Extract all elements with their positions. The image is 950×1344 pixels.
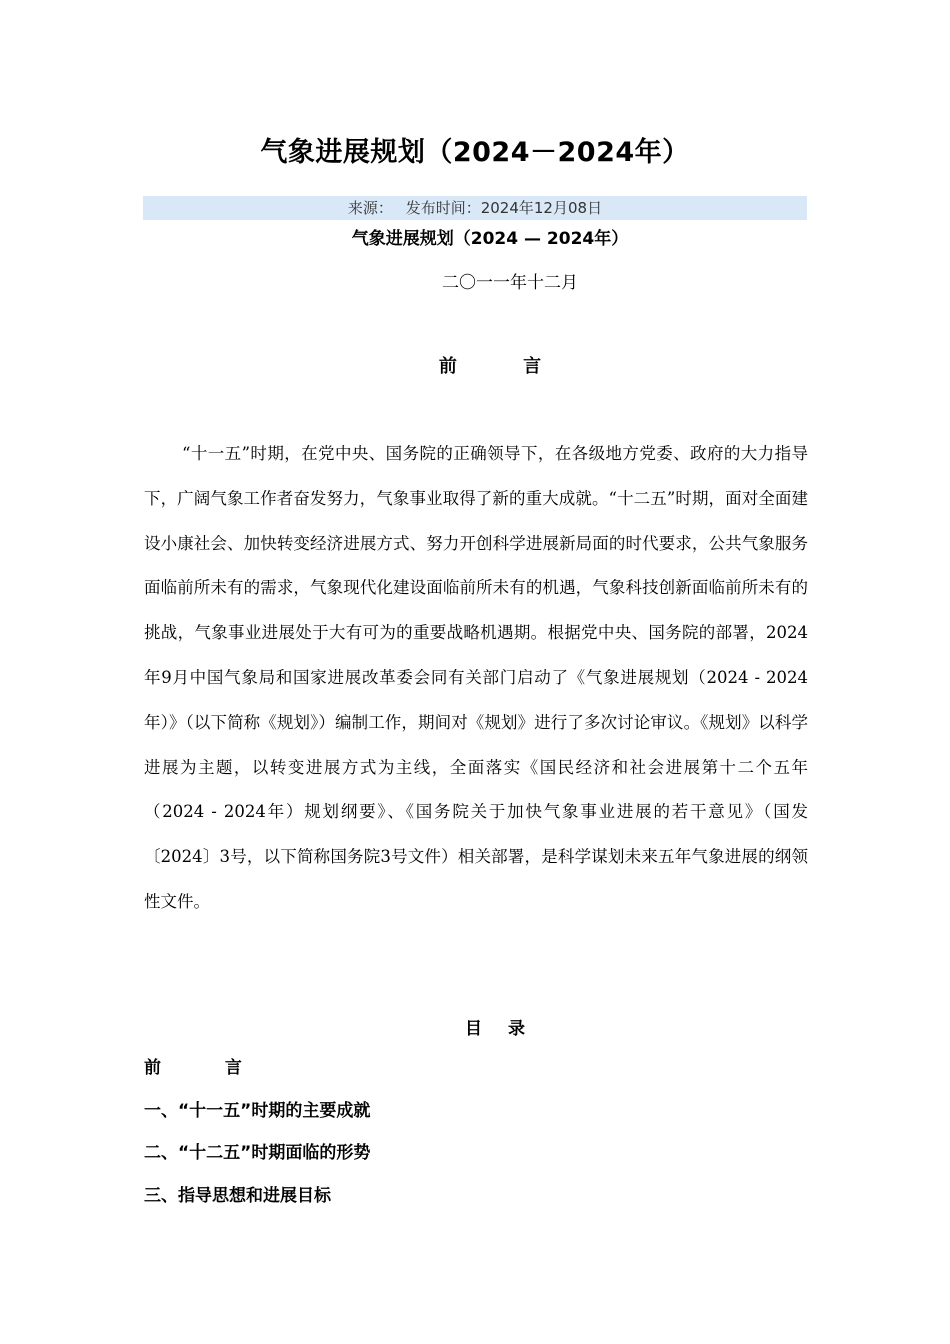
document-date: 二〇一一年十二月 bbox=[442, 273, 578, 293]
source-label: 来源： bbox=[347, 199, 393, 217]
toc-item-preface[interactable]: 前 言 bbox=[144, 1058, 242, 1078]
toc-item-situation[interactable]: 二、“十二五”时期面临的形势 bbox=[144, 1143, 371, 1163]
toc-item-achievements[interactable]: 一、“十一五”时期的主要成就 bbox=[144, 1100, 371, 1121]
document-title: 气象进展规划（2024－2024年） bbox=[260, 137, 690, 168]
toc-item-guiding-goals[interactable]: 三、指导思想和进展目标 bbox=[144, 1185, 331, 1206]
published-date: 发布时间：2024年12月08日 bbox=[405, 199, 603, 217]
toc-list bbox=[144, 1056, 804, 1226]
document-subtitle: 气象进展规划（2024 — 2024年） bbox=[351, 229, 629, 249]
preface-heading: 前 言 bbox=[438, 356, 542, 377]
preface-body: “十一五”时期，在党中央、国务院的正确领导下，在各级地方党委、政府的大力指导下，广阔气象工作者奋发努力，气象事业取得了新的重大成就。“十二五”时期，面对全面建设小康社会、加快转变经济进展方式、努力开创科学进展新局面的时代要求，公共气象服务面临前所未有的需求，气象现代化建设面临前所未有的机遇，气象科技创新面临前所未有的挑战，气象事业进展处于大有可为的重要战略机遇期。根据党中央、国务院的部署，2024年9月中国气象局和国家进展改革委会同有关部门启动了《气象进展规划（2024 - 2024年）》（以下简称《规划》）编制工作，期间对《规划》进行了多次讨论审议。《规划》以科学进展为主题，以转变进展方式为主线，全面落实《国民经济和社会进展第十二个五年（2024 - 2024年）规划纲要》、《国务院关于加快气象事业进展的若干意见》（国发〔2024〕3号，以下简称国务院3号文件）相关部署，是科学谋划未来五年气象进展的纲领性文件。 bbox=[144, 444, 808, 911]
source-info-bar bbox=[143, 196, 807, 220]
toc-heading: 目 录 bbox=[465, 1019, 525, 1039]
